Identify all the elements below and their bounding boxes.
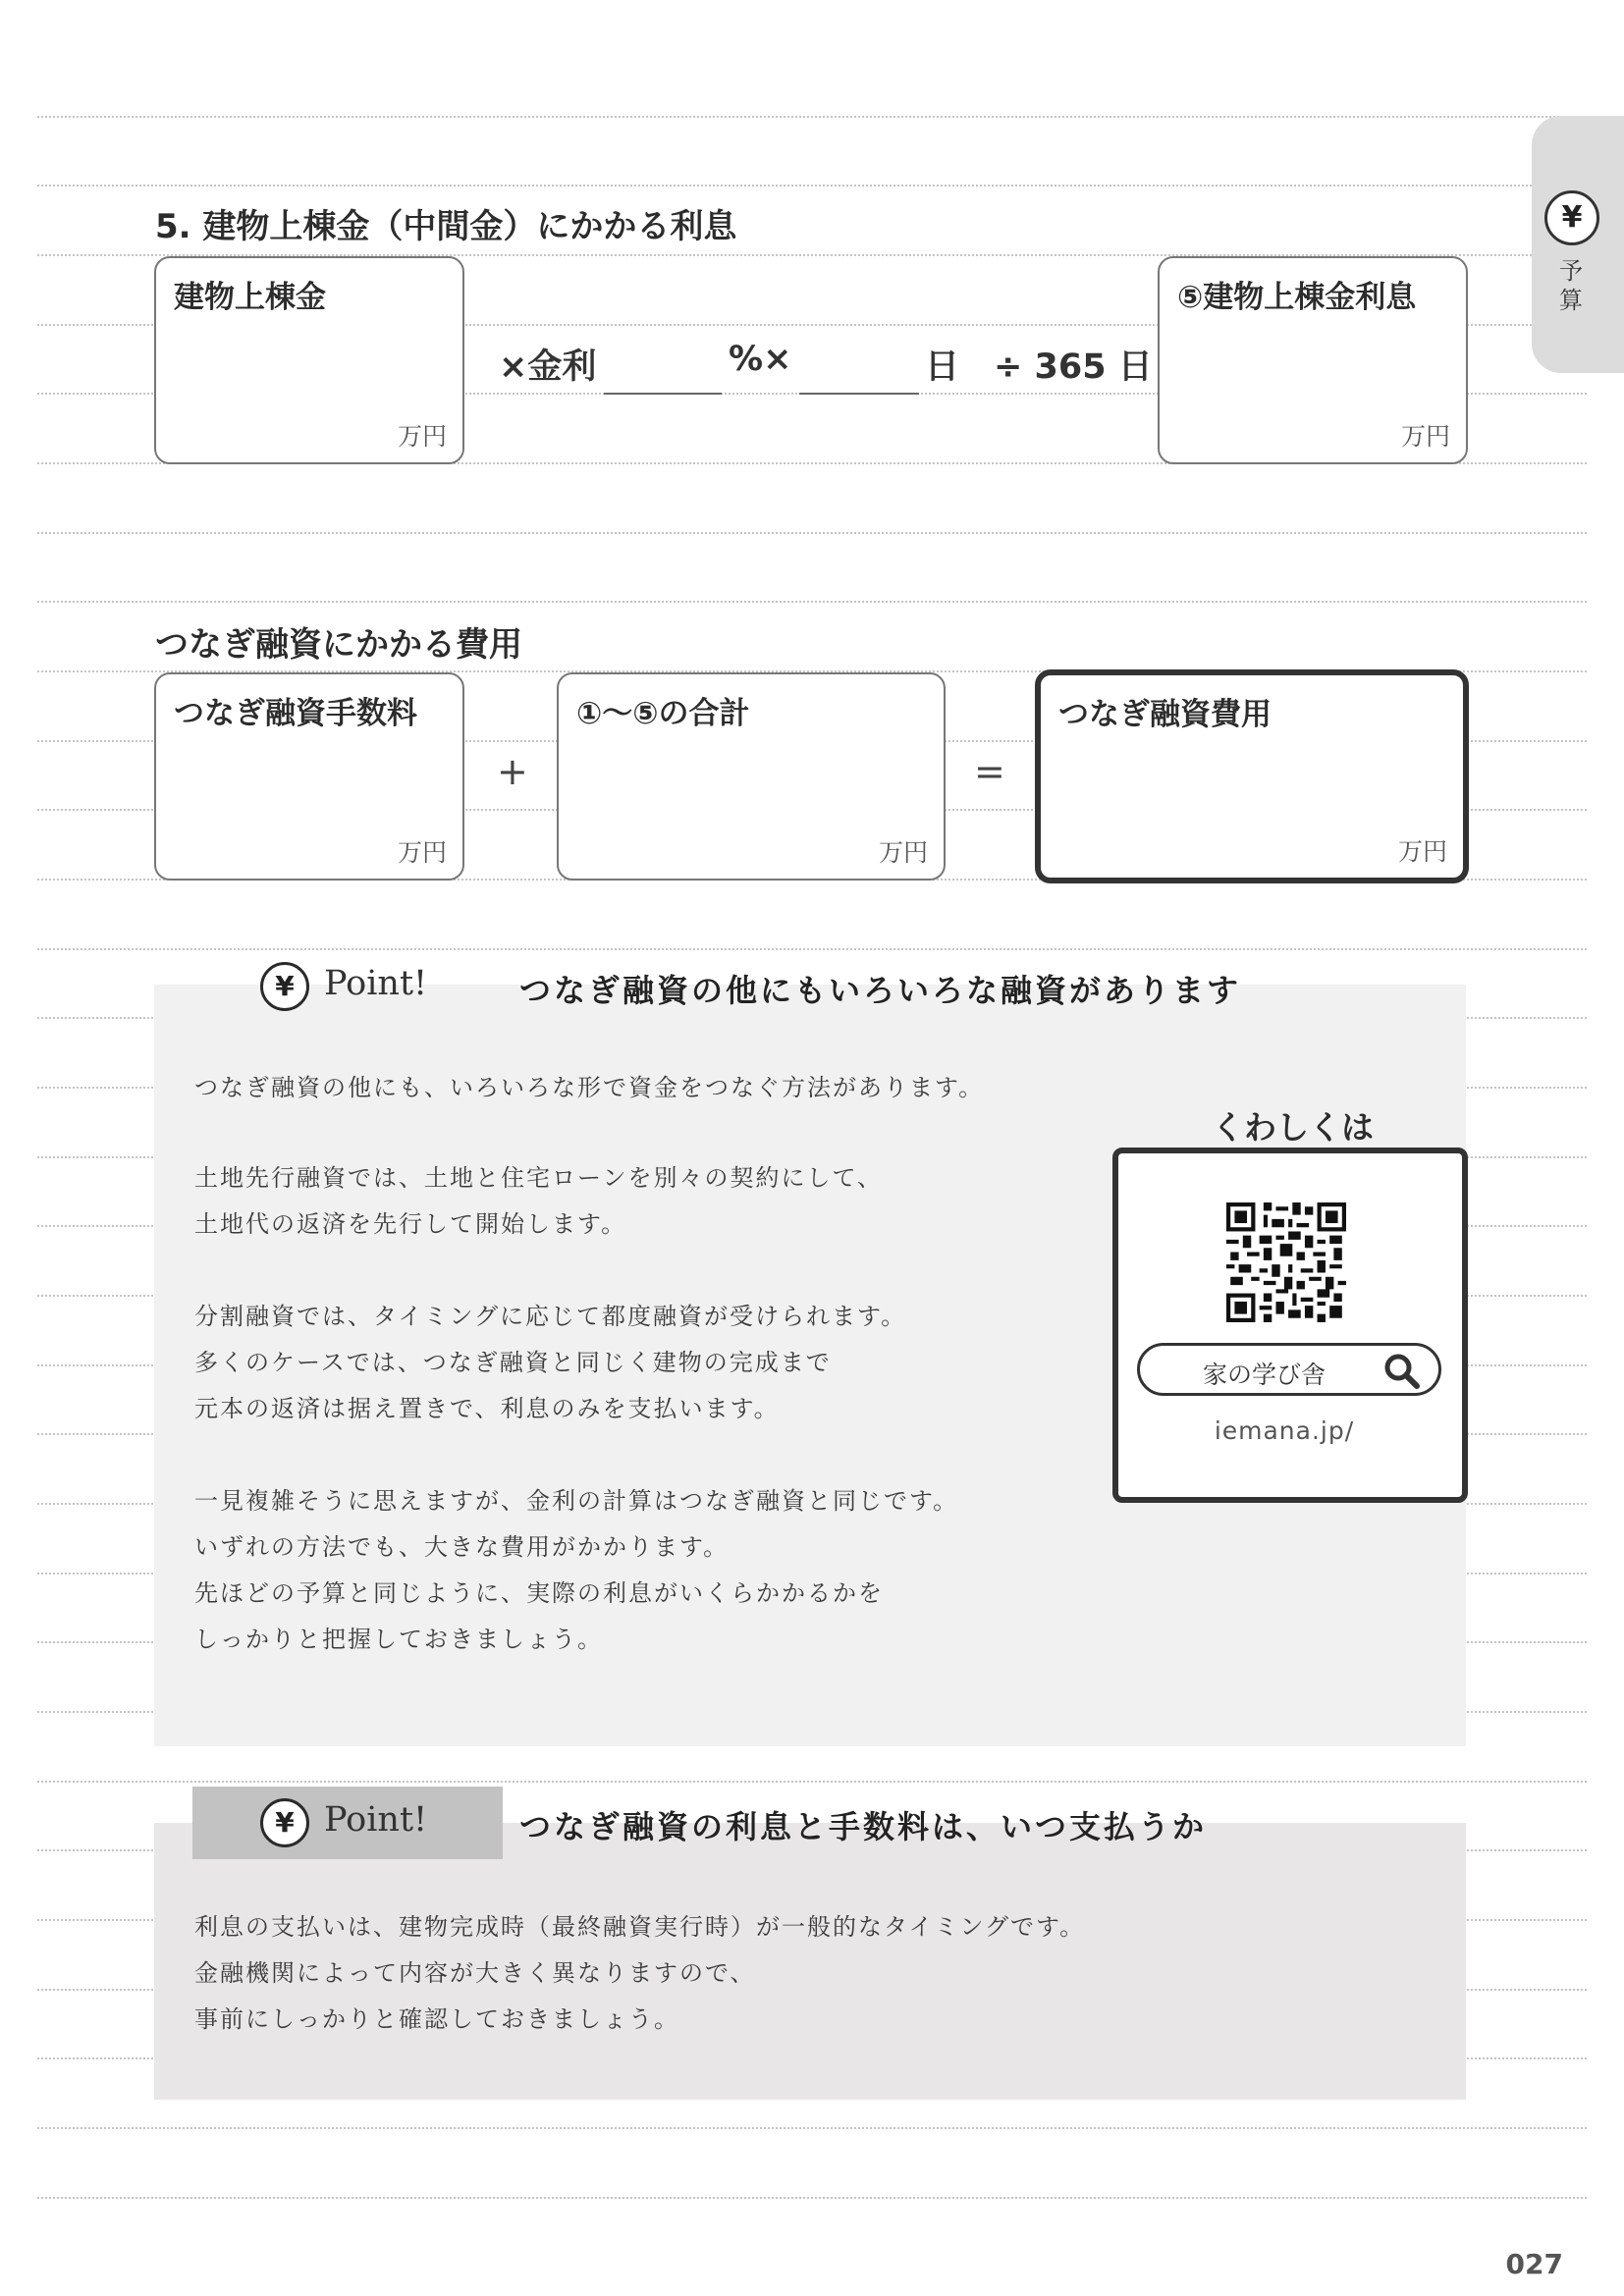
bridge-fee-box[interactable]	[154, 672, 464, 881]
rule-line	[37, 2197, 1587, 2199]
plus-sign: +	[497, 750, 528, 793]
body-line: しっかりと把握しておきましょう。	[194, 1626, 603, 1653]
body-line: 土地代の返済を先行して開始します。	[194, 1210, 627, 1238]
equals-sign: =	[974, 750, 1005, 793]
rate-blank[interactable]	[604, 393, 722, 395]
box-unit: 万円	[397, 838, 447, 867]
rate-label: ×金利	[499, 347, 597, 387]
qr-code[interactable]	[1226, 1202, 1346, 1322]
point2-label: Point!	[324, 1800, 428, 1840]
body-line: 一見複雑そうに思えますが、金利の計算はつなぎ融資と同じです。	[194, 1487, 959, 1515]
sum-box[interactable]	[557, 672, 946, 881]
divide-label: ÷ 365 日	[994, 347, 1153, 387]
box-unit: 万円	[1400, 422, 1450, 451]
section5-title: 5. 建物上棟金（中間金）にかかる利息	[155, 207, 737, 246]
body-line: 金融機関によって内容が大きく異なりますので、	[194, 1959, 756, 1987]
search-icon	[1383, 1353, 1421, 1390]
days-label: 日	[925, 347, 960, 387]
rule-line	[37, 948, 1587, 950]
box-label: ⑤建物上棟金利息	[1177, 280, 1417, 315]
body-line: つなぎ融資の他にも、いろいろな形で資金をつなぐ方法があります。	[194, 1074, 985, 1101]
body-line: 分割融資では、タイミングに応じて都度融資が受けられます。	[194, 1303, 907, 1330]
rule-line	[37, 2127, 1587, 2129]
box-label: 建物上棟金	[174, 280, 326, 315]
building-payment-box[interactable]	[154, 256, 464, 464]
rule-line	[37, 1781, 1587, 1783]
point1-title: つなぎ融資の他にもいろいろな融資があります	[519, 972, 1242, 1009]
yen-icon: ¥	[260, 1798, 309, 1847]
box-unit: 万円	[397, 422, 447, 451]
bridge-cost-title: つなぎ融資にかかる費用	[155, 625, 522, 665]
site-url[interactable]: iemana.jp/	[1214, 1416, 1355, 1445]
body-line: 利息の支払いは、建物完成時（最終融資実行時）が一般的なタイミングです。	[194, 1913, 1086, 1941]
tab-char: 予	[1559, 257, 1583, 285]
box-label: つなぎ融資手数料	[174, 696, 417, 731]
box-label: つなぎ融資費用	[1058, 697, 1272, 732]
point1-label: Point!	[324, 964, 428, 1003]
body-line: いずれの方法でも、大きな費用がかかります。	[194, 1533, 730, 1561]
page-number: 027	[1505, 2248, 1563, 2280]
yen-icon: ¥	[260, 962, 309, 1011]
search-text: 家の学び舎	[1203, 1361, 1326, 1389]
body-line: 土地先行融資では、土地と住宅ローンを別々の契約にして、	[194, 1164, 884, 1192]
rule-line	[37, 116, 1587, 118]
rule-line	[37, 601, 1587, 603]
bridge-total-box[interactable]	[1035, 669, 1469, 883]
qr-card[interactable]	[1112, 1148, 1468, 1503]
search-bar[interactable]	[1137, 1343, 1441, 1396]
box-unit: 万円	[878, 838, 928, 867]
box-unit: 万円	[1397, 837, 1447, 866]
interest-result-box[interactable]	[1158, 256, 1468, 464]
body-line: 元本の返済は据え置きで、利息のみを支払います。	[194, 1395, 780, 1422]
more-info-heading: くわしくは	[1212, 1108, 1374, 1147]
yen-icon: ¥	[1544, 190, 1599, 245]
body-line: 先ほどの予算と同じように、実際の利息がいくらかかるかを	[194, 1579, 884, 1607]
tab-char: 算	[1559, 287, 1583, 314]
rule-line	[37, 185, 1587, 187]
days-blank[interactable]	[799, 393, 919, 395]
body-line: 事前にしっかりと確認しておきましょう。	[194, 2005, 679, 2033]
body-line: 多くのケースでは、つなぎ融資と同じく建物の完成まで	[194, 1349, 832, 1376]
percent-label: %×	[729, 340, 792, 379]
point2-title: つなぎ融資の利息と手数料は、いつ支払うか	[519, 1808, 1208, 1845]
rule-line	[37, 532, 1587, 534]
box-label: ①～⑤の合計	[576, 696, 750, 731]
side-tab-budget[interactable]	[1532, 116, 1624, 373]
